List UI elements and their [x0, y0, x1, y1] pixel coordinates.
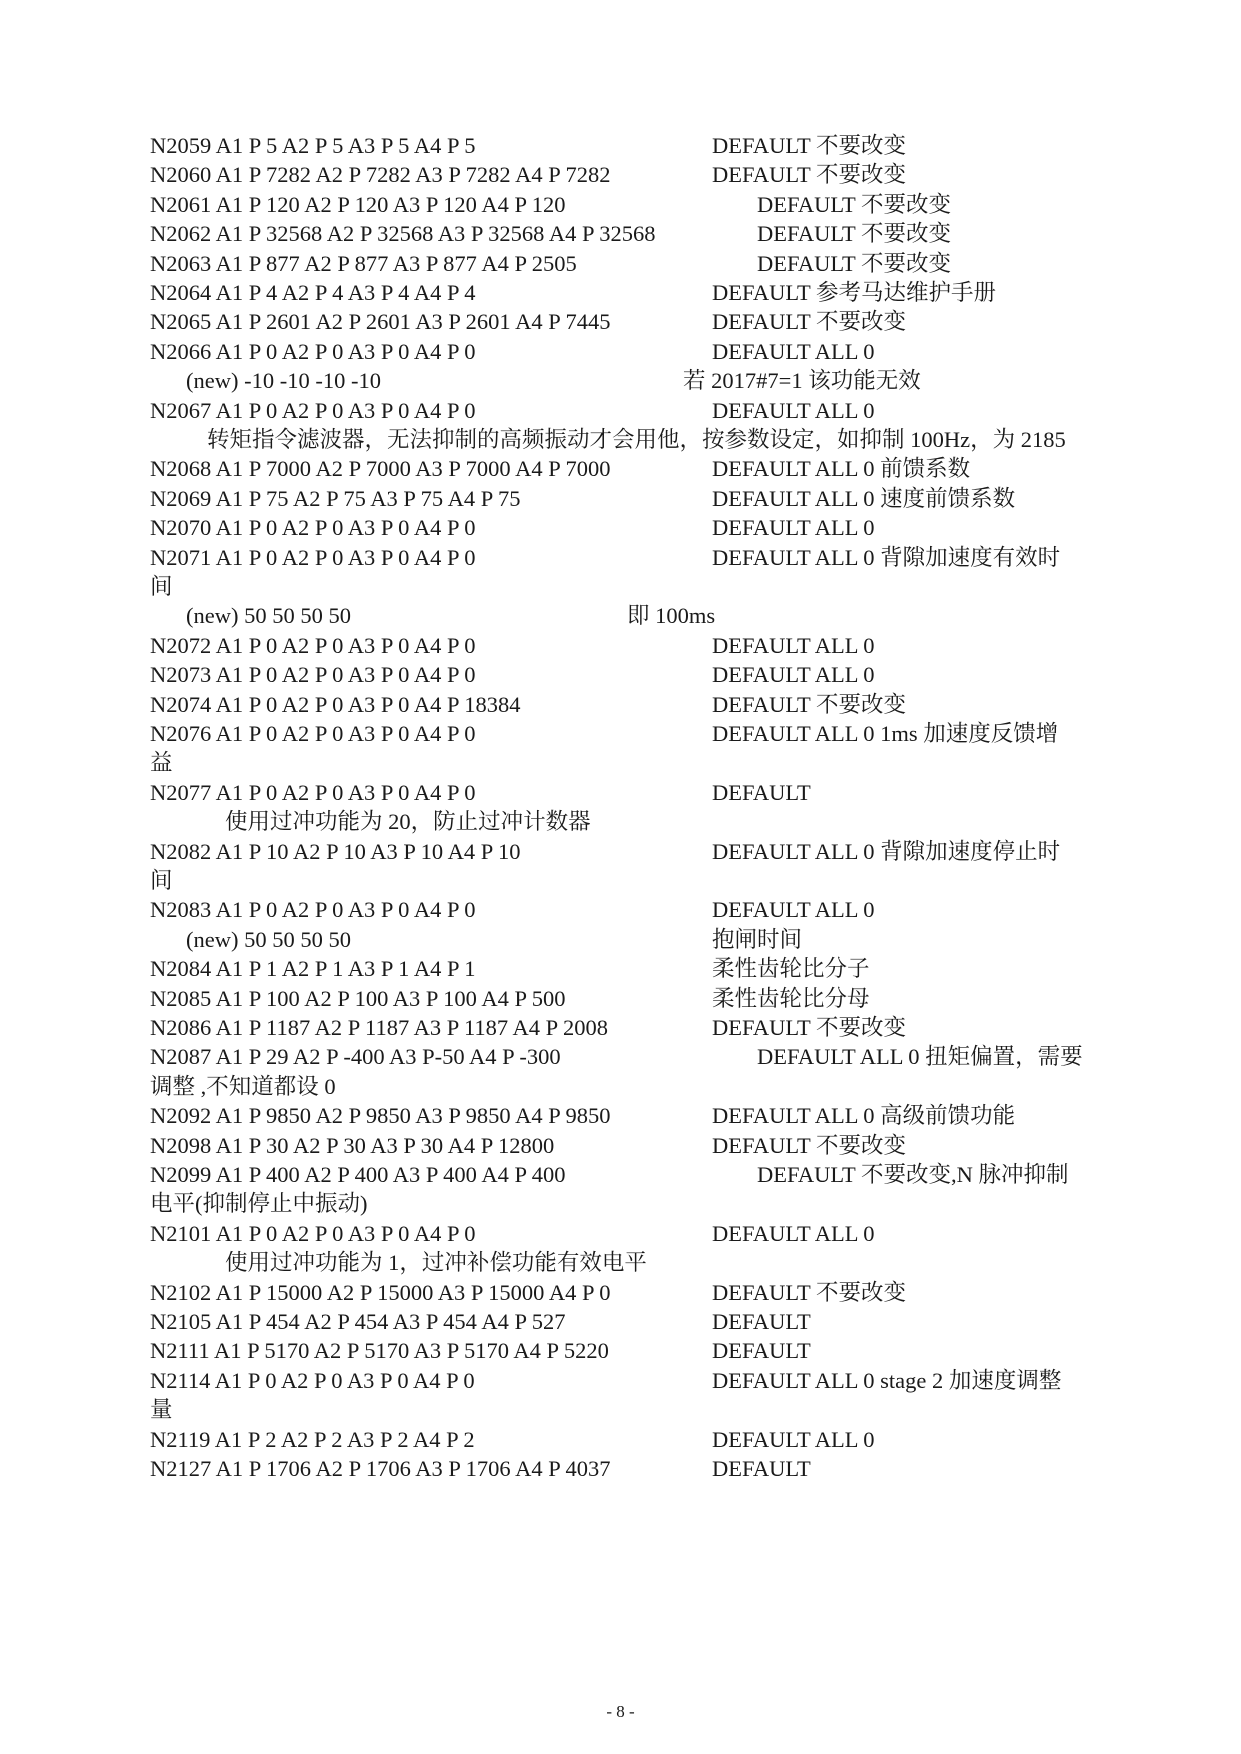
text-line [150, 1013, 906, 1043]
text-line [150, 631, 875, 661]
line-right-text: DEFAULT 不要改变 [712, 133, 906, 158]
line-right-text: DEFAULT 不要改变,N 脉冲抑制 [757, 1162, 1069, 1187]
line-right-text: DEFAULT [712, 1456, 811, 1481]
line-left-text: N2119 A1 P 2 A2 P 2 A3 P 2 A4 P 2 [150, 1426, 475, 1452]
line-left-text: 间 [150, 868, 173, 893]
line-right-text: DEFAULT ALL 0 前馈系数 [712, 456, 971, 482]
text-line [150, 1042, 1083, 1072]
line-right-text: DEFAULT ALL 0 扭矩偏置，需要 [757, 1044, 1083, 1070]
text-line [225, 807, 591, 837]
line-right-text: DEFAULT ALL 0 [712, 1220, 875, 1246]
line-left-text: N2099 A1 P 400 A2 P 400 A3 P 400 A4 P 400 [150, 1162, 566, 1187]
text-line [150, 219, 951, 249]
text-line [150, 513, 875, 543]
line-left-text: 益 [150, 750, 173, 776]
line-right-text: DEFAULT 不要改变 [712, 691, 906, 717]
line-left-text: N2111 A1 P 5170 A2 P 5170 A3 P 5170 A4 P 5220 [150, 1338, 609, 1364]
line-left-text: N2127 A1 P 1706 A2 P 1706 A3 P 1706 A4 P 4037 [150, 1456, 611, 1481]
line-left-text: N2071 A1 P 0 A2 P 0 A3 P 0 A4 P 0 [150, 544, 476, 570]
line-left-text: N2085 A1 P 100 A2 P 100 A3 P 100 A4 P 500 [150, 985, 566, 1011]
text-line [150, 307, 906, 337]
line-left-text: N2072 A1 P 0 A2 P 0 A3 P 0 A4 P 0 [150, 632, 476, 658]
line-right-text: DEFAULT [712, 779, 811, 805]
line-left-text: N2066 A1 P 0 A2 P 0 A3 P 0 A4 P 0 [150, 338, 476, 364]
text-line [150, 396, 875, 426]
line-left-text: 使用过冲功能为 1，过冲补偿功能有效电平 [225, 1250, 647, 1276]
text-line [150, 1366, 1062, 1396]
line-left-text: N2101 A1 P 0 A2 P 0 A3 P 0 A4 P 0 [150, 1220, 476, 1246]
line-right-text: DEFAULT ALL 0 速度前馈系数 [712, 485, 1016, 511]
line-left-text: N2061 A1 P 120 A2 P 120 A3 P 120 A4 P 120 [150, 191, 566, 217]
line-right-text: DEFAULT [712, 1309, 811, 1334]
line-left-text: N2105 A1 P 454 A2 P 454 A3 P 454 A4 P 527 [150, 1309, 566, 1334]
text-line [150, 1278, 906, 1308]
line-left-text: N2059 A1 P 5 A2 P 5 A3 P 5 A4 P 5 [150, 133, 476, 158]
line-left-text: 转矩指令滤波器，无法抑制的高频振动才会用他，按参数设定，如抑制 100Hz，为 2185 [207, 427, 1066, 452]
page-number: - 8 - [606, 1702, 635, 1721]
text-line [150, 1425, 875, 1455]
text-line [150, 484, 1016, 514]
line-left-text: N2063 A1 P 877 A2 P 877 A3 P 877 A4 P 2505 [150, 250, 577, 276]
text-line [150, 1131, 906, 1161]
line-left-text: N2070 A1 P 0 A2 P 0 A3 P 0 A4 P 0 [150, 515, 476, 541]
line-right-text: DEFAULT ALL 0 1ms 加速度反馈增 [712, 721, 1059, 746]
line-right-text: DEFAULT ALL 0 [712, 1426, 875, 1452]
text-line [150, 895, 875, 925]
line-right-text: DEFAULT 不要改变 [757, 250, 951, 276]
text-line [150, 984, 870, 1014]
line-right-text: DEFAULT ALL 0 stage 2 加速度调整 [712, 1367, 1062, 1393]
text-line [150, 719, 1059, 749]
text-line [186, 366, 921, 396]
line-right-text: DEFAULT 不要改变 [712, 1015, 906, 1040]
line-left-text: N2069 A1 P 75 A2 P 75 A3 P 75 A4 P 75 [150, 485, 521, 511]
text-line [150, 1160, 1069, 1190]
line-left-text: (new) 50 50 50 50 [186, 603, 351, 629]
line-right-text: DEFAULT ALL 0 [712, 397, 875, 423]
line-left-text: N2114 A1 P 0 A2 P 0 A3 P 0 A4 P 0 [150, 1367, 475, 1393]
text-line [150, 249, 951, 279]
text-line [150, 572, 173, 602]
text-line [150, 190, 951, 220]
line-left-text: 调整 ,不知道都设 0 [150, 1073, 336, 1099]
text-line [150, 337, 875, 367]
line-left-text: 电平(抑制停止中振动) [150, 1191, 368, 1217]
line-left-text: (new) -10 -10 -10 -10 [186, 368, 381, 394]
text-line [150, 778, 811, 808]
line-left-text: 使用过冲功能为 20，防止过冲计数器 [225, 809, 591, 835]
text-line [150, 1336, 811, 1366]
line-right-text: DEFAULT ALL 0 背隙加速度停止时 [712, 838, 1061, 864]
line-right-text: DEFAULT 参考马达维护手册 [712, 280, 996, 305]
text-line [150, 454, 971, 484]
line-left-text: 量 [150, 1397, 173, 1423]
text-line [150, 1219, 875, 1249]
line-left-text: N2064 A1 P 4 A2 P 4 A3 P 4 A4 P 4 [150, 280, 476, 305]
text-line [150, 278, 996, 308]
text-line [150, 1454, 811, 1484]
text-line [150, 1189, 368, 1219]
text-line [150, 1395, 173, 1425]
line-right-text: 抱闸时间 [712, 926, 803, 952]
line-right-text: DEFAULT ALL 0 [712, 632, 875, 658]
line-right-text: 即 100ms [627, 603, 716, 629]
text-line [150, 1072, 336, 1102]
line-right-text: DEFAULT ALL 0 背隙加速度有效时 [712, 544, 1061, 570]
line-right-text: 柔性齿轮比分母 [712, 985, 870, 1011]
line-right-text: DEFAULT 不要改变 [712, 1279, 906, 1305]
text-line [150, 748, 173, 778]
line-left-text: N2084 A1 P 1 A2 P 1 A3 P 1 A4 P 1 [150, 956, 476, 982]
text-line [150, 1307, 811, 1337]
text-line [150, 837, 1061, 867]
line-right-text: DEFAULT ALL 0 高级前馈功能 [712, 1103, 1016, 1129]
line-left-text: N2082 A1 P 10 A2 P 10 A3 P 10 A4 P 10 [150, 838, 521, 864]
line-left-text: N2087 A1 P 29 A2 P -400 A3 P-50 A4 P -300 [150, 1044, 561, 1070]
line-left-text: N2065 A1 P 2601 A2 P 2601 A3 P 2601 A4 P 7445 [150, 309, 611, 335]
line-left-text: N2102 A1 P 15000 A2 P 15000 A3 P 15000 A4 P 0 [150, 1279, 611, 1305]
line-right-text: DEFAULT ALL 0 [712, 662, 875, 688]
line-right-text: DEFAULT 不要改变 [712, 309, 906, 335]
text-line [150, 690, 906, 720]
line-left-text: N2062 A1 P 32568 A2 P 32568 A3 P 32568 A4 P 32568 [150, 221, 656, 247]
line-left-text: (new) 50 50 50 50 [186, 926, 351, 952]
text-line [150, 131, 906, 161]
line-right-text: DEFAULT ALL 0 [712, 338, 875, 364]
line-right-text: DEFAULT 不要改变 [757, 221, 951, 247]
line-left-text: N2068 A1 P 7000 A2 P 7000 A3 P 7000 A4 P 7000 [150, 456, 611, 482]
line-left-text: N2083 A1 P 0 A2 P 0 A3 P 0 A4 P 0 [150, 897, 476, 923]
line-right-text: DEFAULT 不要改变 [712, 1132, 906, 1158]
text-line [207, 425, 1066, 455]
line-left-text: 间 [150, 574, 173, 599]
text-line [150, 543, 1061, 573]
line-right-text: DEFAULT 不要改变 [757, 191, 951, 217]
text-line [186, 601, 716, 631]
line-left-text: N2060 A1 P 7282 A2 P 7282 A3 P 7282 A4 P 7282 [150, 162, 611, 188]
line-right-text: DEFAULT 不要改变 [712, 162, 906, 188]
text-line [150, 660, 875, 690]
line-right-text: 柔性齿轮比分子 [712, 956, 870, 982]
text-line [150, 160, 906, 190]
text-line [186, 925, 803, 955]
text-line [150, 866, 173, 896]
line-left-text: N2073 A1 P 0 A2 P 0 A3 P 0 A4 P 0 [150, 662, 476, 688]
text-line [225, 1248, 647, 1278]
text-line [150, 954, 870, 984]
line-left-text: N2067 A1 P 0 A2 P 0 A3 P 0 A4 P 0 [150, 397, 476, 423]
line-right-text: DEFAULT ALL 0 [712, 897, 875, 923]
line-right-text: DEFAULT [712, 1338, 811, 1364]
line-left-text: N2076 A1 P 0 A2 P 0 A3 P 0 A4 P 0 [150, 721, 476, 746]
text-line [150, 1101, 1016, 1131]
line-left-text: N2098 A1 P 30 A2 P 30 A3 P 30 A4 P 12800 [150, 1132, 555, 1158]
line-right-text: 若 2017#7=1 该功能无效 [683, 368, 921, 394]
line-left-text: N2092 A1 P 9850 A2 P 9850 A3 P 9850 A4 P 9850 [150, 1103, 611, 1129]
line-right-text: DEFAULT ALL 0 [712, 515, 875, 541]
line-left-text: N2077 A1 P 0 A2 P 0 A3 P 0 A4 P 0 [150, 779, 476, 805]
line-left-text: N2074 A1 P 0 A2 P 0 A3 P 0 A4 P 18384 [150, 691, 521, 717]
line-left-text: N2086 A1 P 1187 A2 P 1187 A3 P 1187 A4 P 2008 [150, 1015, 608, 1040]
